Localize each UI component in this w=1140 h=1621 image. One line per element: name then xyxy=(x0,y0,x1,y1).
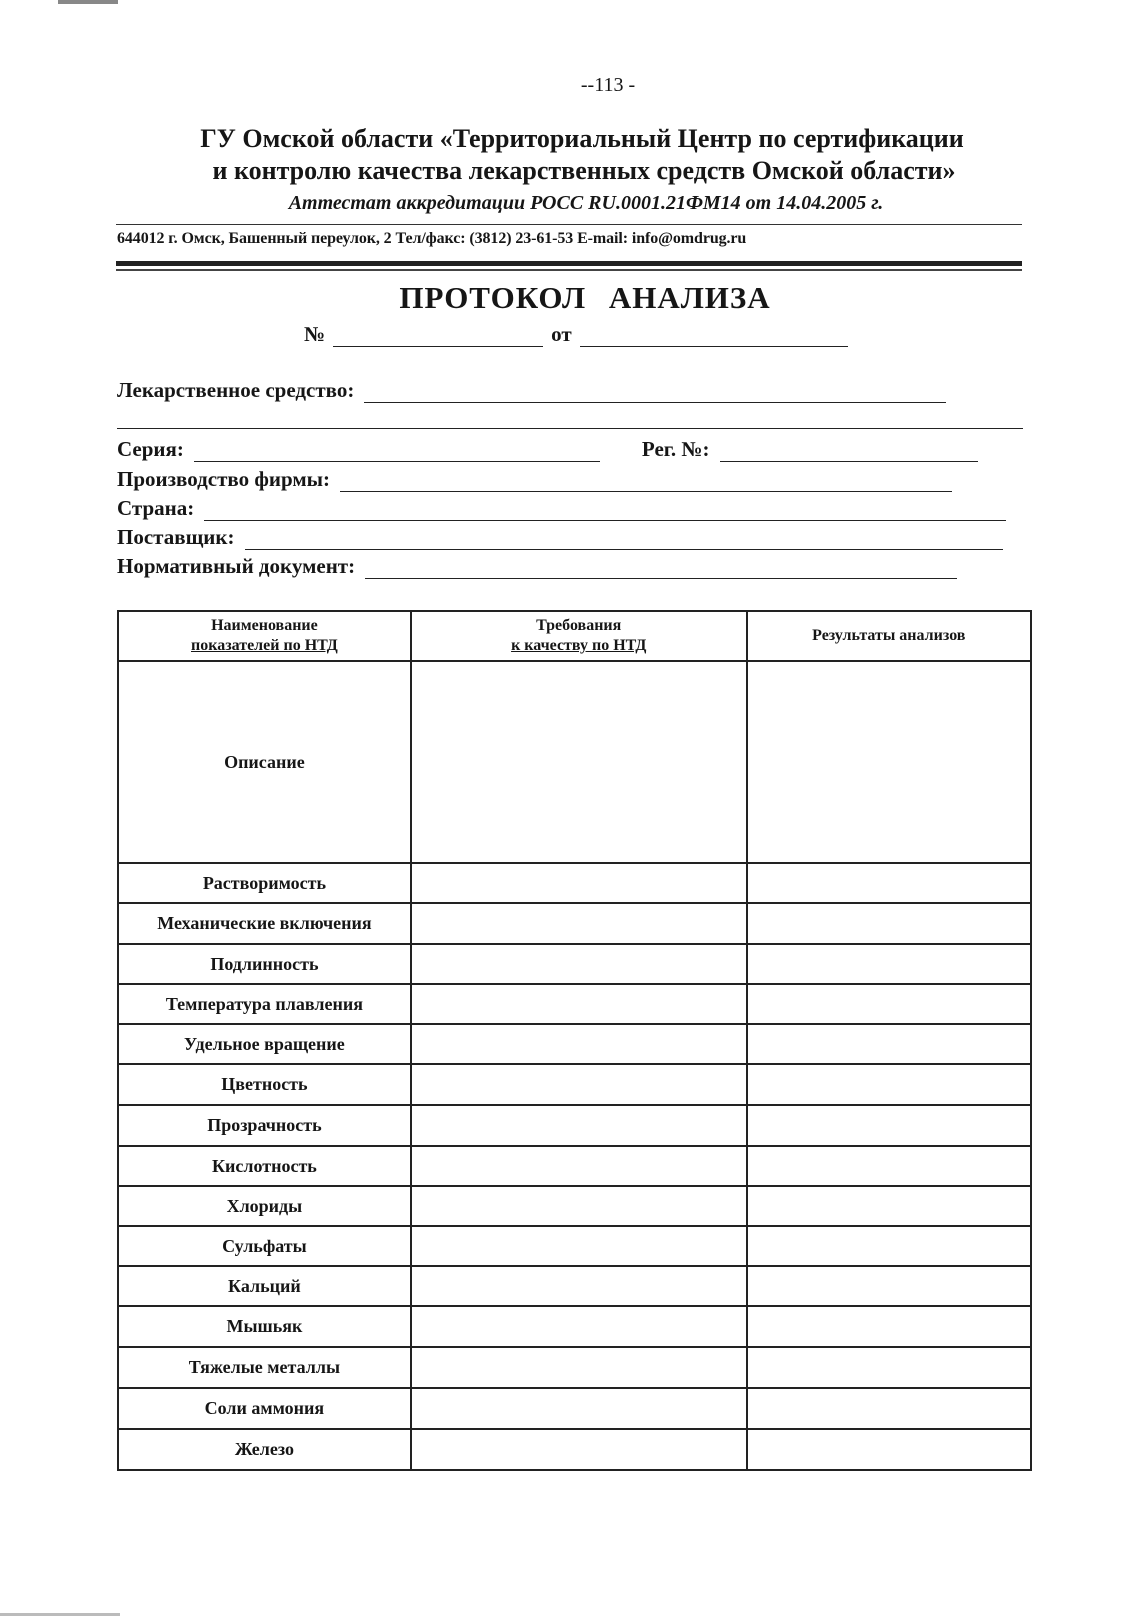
column-header-requirements-line1: Требования xyxy=(536,617,622,634)
column-header-indicators-line1: Наименование xyxy=(211,617,318,634)
table-row xyxy=(118,863,1031,903)
requirement-cell[interactable] xyxy=(411,1146,747,1186)
result-cell[interactable] xyxy=(747,1388,1031,1429)
column-header-requirements-line2: к качеству по НТД xyxy=(511,637,647,654)
protocol-number-row xyxy=(304,322,848,347)
result-cell[interactable] xyxy=(747,1226,1031,1266)
normative-document-field[interactable] xyxy=(365,560,957,579)
series-row xyxy=(117,437,978,462)
document-title: ПРОТОКОЛ АНАЛИЗА xyxy=(399,280,771,315)
result-cell[interactable] xyxy=(747,863,1031,903)
requirement-cell[interactable] xyxy=(411,1429,747,1470)
table-row xyxy=(118,1024,1031,1064)
table-row xyxy=(118,1347,1031,1388)
date-label: от xyxy=(551,322,572,346)
result-cell[interactable] xyxy=(747,944,1031,984)
manufacturer-field[interactable] xyxy=(340,473,952,492)
table-row xyxy=(118,903,1031,944)
requirement-cell[interactable] xyxy=(411,1024,747,1064)
supplier-row xyxy=(117,525,1003,550)
protocol-date-field[interactable] xyxy=(580,326,848,347)
indicator-name-cell: Железо xyxy=(118,1429,411,1470)
table-row xyxy=(118,1186,1031,1226)
header-double-rule xyxy=(116,261,1022,266)
reg-number-field[interactable] xyxy=(720,443,978,462)
indicator-name-cell: Описание xyxy=(118,661,411,863)
indicator-name-cell: Удельное вращение xyxy=(118,1024,411,1064)
page-number: --113 - xyxy=(580,74,636,96)
drug-row xyxy=(117,378,946,403)
drug-field[interactable] xyxy=(364,384,946,403)
column-header-indicators xyxy=(118,611,411,661)
column-header-results-text: Результаты анализов xyxy=(812,627,966,644)
table-row xyxy=(118,1064,1031,1105)
country-field[interactable] xyxy=(204,502,1006,521)
indicator-name-cell: Хлориды xyxy=(118,1186,411,1226)
indicator-name-cell: Соли аммония xyxy=(118,1388,411,1429)
manufacturer-row xyxy=(117,467,952,492)
indicator-name-cell: Температура плавления xyxy=(118,984,411,1024)
indicator-name-cell: Растворимость xyxy=(118,863,411,903)
reg-number-label: Рег. №: xyxy=(641,437,710,461)
indicator-name-cell: Мышьяк xyxy=(118,1306,411,1347)
table-row xyxy=(118,1105,1031,1146)
table-row xyxy=(118,1146,1031,1186)
indicator-name-cell: Механические включения xyxy=(118,903,411,944)
result-cell[interactable] xyxy=(747,1347,1031,1388)
result-cell[interactable] xyxy=(747,1146,1031,1186)
series-label: Серия: xyxy=(117,437,184,461)
result-cell[interactable] xyxy=(747,903,1031,944)
country-label: Страна: xyxy=(117,496,195,520)
normative-document-row xyxy=(117,554,957,579)
result-cell[interactable] xyxy=(747,1105,1031,1146)
indicator-name-cell: Подлинность xyxy=(118,944,411,984)
number-label: № xyxy=(304,322,326,346)
normative-document-label: Нормативный документ: xyxy=(117,554,356,578)
indicator-name-cell: Тяжелые металлы xyxy=(118,1347,411,1388)
column-header-requirements xyxy=(411,611,747,661)
table-row xyxy=(118,1226,1031,1266)
result-cell[interactable] xyxy=(747,1186,1031,1226)
requirement-cell[interactable] xyxy=(411,1266,747,1306)
result-cell[interactable] xyxy=(747,1266,1031,1306)
table-row xyxy=(118,1429,1031,1470)
organization-name-line2: и контролю качества лекарственных средств Омской области» xyxy=(212,156,956,185)
result-cell[interactable] xyxy=(747,1064,1031,1105)
requirement-cell[interactable] xyxy=(411,903,747,944)
analysis-table xyxy=(117,610,1032,1471)
series-field[interactable] xyxy=(194,443,600,462)
drug-label: Лекарственное средство: xyxy=(117,378,355,402)
requirement-cell[interactable] xyxy=(411,1226,747,1266)
header-divider xyxy=(116,224,1022,225)
accreditation-certificate: Аттестат аккредитации РОСС RU.0001.21ФМ14 от 14.04.2005 г. xyxy=(288,192,884,214)
requirement-cell[interactable] xyxy=(411,1105,747,1146)
result-cell[interactable] xyxy=(747,984,1031,1024)
requirement-cell[interactable] xyxy=(411,1064,747,1105)
supplier-label: Поставщик: xyxy=(117,525,235,549)
indicator-name-cell: Кальций xyxy=(118,1266,411,1306)
organization-name-line1: ГУ Омской области «Территориальный Центр по сертификации xyxy=(200,124,964,153)
scan-edge-mark-bottom xyxy=(0,1613,120,1616)
requirement-cell[interactable] xyxy=(411,1186,747,1226)
requirement-cell[interactable] xyxy=(411,1306,747,1347)
country-row xyxy=(117,496,1006,521)
indicator-name-cell: Сульфаты xyxy=(118,1226,411,1266)
table-header-row xyxy=(118,611,1031,661)
supplier-field[interactable] xyxy=(245,531,1003,550)
result-cell[interactable] xyxy=(747,1024,1031,1064)
table-row xyxy=(118,1388,1031,1429)
result-cell[interactable] xyxy=(747,1306,1031,1347)
indicator-name-cell: Прозрачность xyxy=(118,1105,411,1146)
table-row xyxy=(118,984,1031,1024)
requirement-cell[interactable] xyxy=(411,944,747,984)
table-row xyxy=(118,944,1031,984)
requirement-cell[interactable] xyxy=(411,1347,747,1388)
column-header-indicators-line2: показателей по НТД xyxy=(191,637,338,654)
table-row xyxy=(118,1306,1031,1347)
indicator-name-cell: Кислотность xyxy=(118,1146,411,1186)
drug-field-continuation[interactable] xyxy=(117,428,1023,429)
requirement-cell[interactable] xyxy=(411,1388,747,1429)
indicator-name-cell: Цветность xyxy=(118,1064,411,1105)
column-header-results xyxy=(747,611,1031,661)
scan-edge-mark xyxy=(58,0,118,4)
requirement-cell[interactable] xyxy=(411,661,747,863)
table-row xyxy=(118,661,1031,863)
protocol-number-field[interactable] xyxy=(333,326,543,347)
requirement-cell[interactable] xyxy=(411,863,747,903)
table-row xyxy=(118,1266,1031,1306)
header-double-rule-secondary xyxy=(116,269,1022,271)
result-cell[interactable] xyxy=(747,661,1031,863)
organization-address: 644012 г. Омск, Башенный переулок, 2 Тел/факс: (3812) 23-61-53 E-mail: info@omdrug.ru xyxy=(117,230,747,247)
manufacturer-label: Производство фирмы: xyxy=(117,467,331,491)
requirement-cell[interactable] xyxy=(411,984,747,1024)
result-cell[interactable] xyxy=(747,1429,1031,1470)
